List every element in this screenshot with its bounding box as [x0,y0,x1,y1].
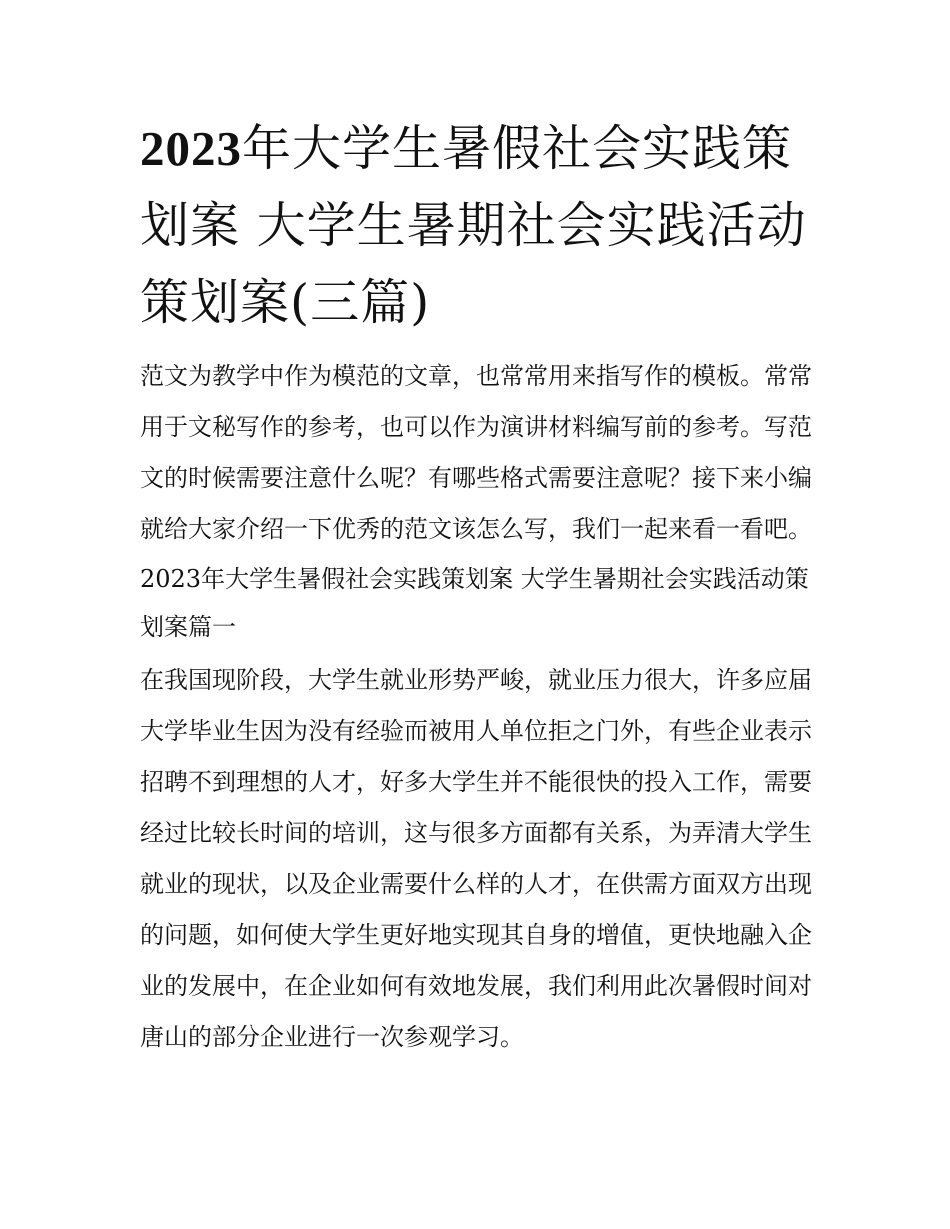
document-page [140,110,815,1063]
section-heading: 2023年大学生暑假社会实践策划案 大学生暑期社会实践活动策划案篇一 [140,565,809,641]
document-title [140,110,815,341]
body-paragraph: 在我国现阶段，大学生就业形势严峻，就业压力很大，许多应届大学毕业生因为没有经验而被用人单位拒之门外，有些企业表示招聘不到理想的人才，好多大学生并不能很快的投入工作，需要经过比较长时间的培训，这与很多方面都有关系，为弄清大学生就业的现状，以及企业需要什么样的人才，在供需方面双方出现的问题，如何使大学生更好地实现其自身的增值，更快地融入企业的发展中，在企业如何有效地发展，我们利用此次暑假时间对唐山的部分企业进行一次参观学习。 [140,666,812,1051]
title-year: 2023 [140,121,242,176]
title-text: 年大学生暑假社会实践策划案 大学生暑期社会实践活动策划案(三篇) [140,120,807,331]
intro-paragraph: 范文为教学中作为模范的文章，也常常用来指写作的模板。常常用于文秘写作的参考，也可以作为演讲材料编写前的参考。写范文的时候需要注意什么呢？有哪些格式需要注意呢？接下来小编就给大家介绍一下优秀的范文该怎么写，我们一起来看一看吧。 [140,362,812,543]
